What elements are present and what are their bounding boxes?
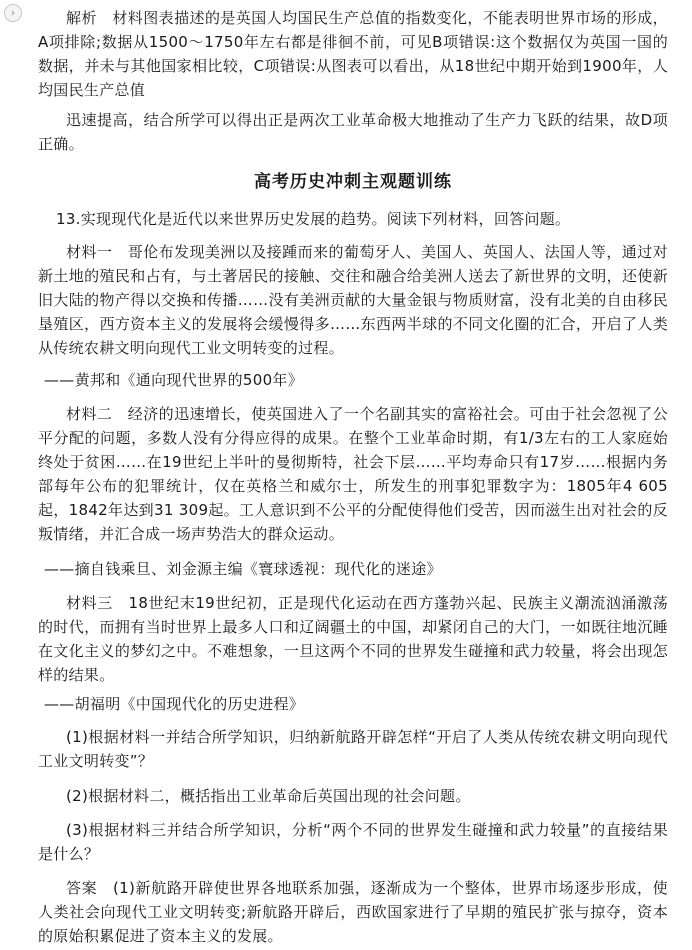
material-2: 材料二 经济的迅速增长，使英国进入了一个名副其实的富裕社会。可由于社会忽视了公平分配的问题，多数人没有分得应得的成果。在整个工业革命时期，有1/3左右的工人家庭始终处于贫困……在19世纪上半叶的曼彻斯特，社会下层……平均寿命只有17岁……根据内务部每年公布的犯罪统计，仅在英格兰和威尔士，所发生的刑事犯罪数字为：1805年4 605起，1842年达到31 309起。工人意识到不公平的分配使得他们受苦，因而滋生出对社会的反叛情绪，并汇合成一场声势浩大的群众运动。: [38, 405, 668, 543]
material-3: 材料三 18世纪末19世纪初，正是现代化运动在西方蓬勃兴起、民族主义潮流汹涌激荡的时代，而拥有当时世界上最多人口和辽阔疆土的中国，却紧闭自己的大门，一如既往地沉睡在文化主义的梦幻之中。不难想象，一旦这两个不同的世界发生碰撞和武力较量，将会出现怎样的结果。: [38, 594, 668, 684]
answer-paragraph: 答案 (1)新航路开辟使世界各地联系加强，逐渐成为一个整体，世界市场逐步形成，使人类社会向现代工业文明转变;新航路开辟后，西欧国家进行了早期的殖民扩张与掠夺，资本的原始积累促进了资本主义的发展。: [38, 879, 668, 945]
question-1: (1)根据材料一并结合所学知识，归纳新航路开辟怎样“开启了人类从传统农耕文明向现代工业文明转变”？: [38, 728, 668, 770]
material-1-source: ——黄邦和《通向现代世界的500年》: [44, 371, 304, 389]
analysis-paragraph-1: 解析 材料图表描述的是英国人均国民生产总值的指数变化，不能表明世界市场的形成，A项排除;数据从1500～1750年左右都是徘徊不前，可见B项错误:这个数据仅为英国一国的数据，并未与其他国家相比较，C项错误:从图表可以看出，从18世纪中期开始到1900年，人均国民生产总值: [38, 9, 668, 99]
material-1: 材料一 哥伦布发现美洲以及接踵而来的葡萄牙人、美国人、英国人、法国人等，通过对新土地的殖民和占有，与土著居民的接触、交往和融合给美洲人送去了新世界的文明，还使新旧大陆的物产得以交换和传播……没有美洲贡献的大量金银与物质财富，没有北美的自由移民垦殖区，西方资本主义的发展将会缓慢得多……东西两半球的不同文化圈的汇合，开启了人类从传统农耕文明向现代工业文明转变的过程。: [38, 243, 668, 357]
page-nav-arrow-icon[interactable]: ›: [4, 4, 22, 22]
question-3: (3)根据材料三并结合所学知识，分析“两个不同的世界发生碰撞和武力较量”的直接结果是什么？: [38, 821, 668, 863]
question-stem: 13.实现现代化是近代以来世界历史发展的趋势。阅读下列材料，回答问题。: [56, 210, 571, 228]
analysis-paragraph-2: 迅速提高，结合所学可以得出正是两次工业革命极大地推动了生产力飞跃的结果，故D项正确。: [38, 111, 668, 153]
question-2: (2)根据材料二，概括指出工业革命后英国出现的社会问题。: [66, 787, 471, 805]
material-3-source: ——胡福明《中国现代化的历史进程》: [44, 695, 305, 713]
section-title: 高考历史冲刺主观题训练: [254, 172, 452, 192]
material-2-source: ——摘自钱乘旦、刘金源主编《寰球透视：现代化的迷途》: [44, 560, 442, 578]
